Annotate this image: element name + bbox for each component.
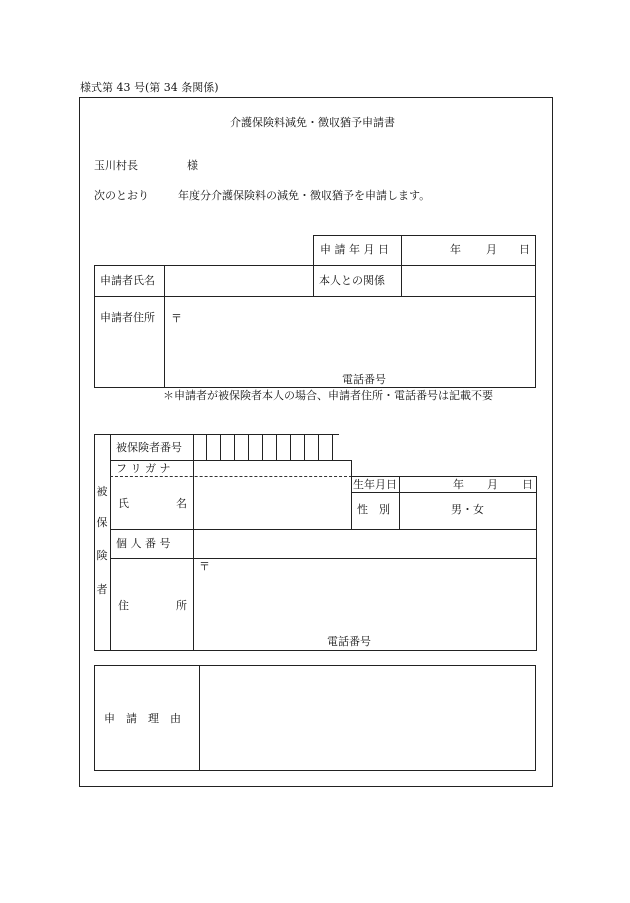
relation-field[interactable] xyxy=(405,269,533,293)
birth-year[interactable]: 年 xyxy=(453,478,464,491)
form-title: 介護保険料減免・徴収猶予申請書 xyxy=(230,116,395,129)
sex-choice[interactable]: 男・女 xyxy=(451,503,484,516)
insured-number-cells[interactable] xyxy=(193,434,333,460)
addressee-name: 玉川村長 xyxy=(94,159,138,172)
insured-side-label-3: 険 xyxy=(96,549,108,562)
birth-label: 生年月日 xyxy=(353,478,397,491)
insured-name-label-1: 氏 xyxy=(118,497,129,510)
statement-prefix: 次のとおり xyxy=(94,189,149,202)
insured-address-label-1: 住 xyxy=(118,599,129,612)
insured-side-label-2: 保 xyxy=(96,516,108,529)
insured-side-label-1: 被 xyxy=(96,485,108,498)
application-date-label: 申 請 年 月 日 xyxy=(320,243,389,256)
form-number: 様式第 43 号(第 34 条関係) xyxy=(80,81,219,94)
personal-number-field[interactable] xyxy=(197,532,532,555)
insured-phone-label: 電話番号 xyxy=(327,635,371,648)
addressee-honorific: 様 xyxy=(187,159,198,172)
sex-label: 性 別 xyxy=(357,503,390,516)
reason-field[interactable] xyxy=(205,670,531,766)
birth-day[interactable]: 日 xyxy=(522,478,533,491)
insured-name-label-2: 名 xyxy=(176,497,187,510)
applicant-name-label: 申請者氏名 xyxy=(100,274,155,287)
insured-address-label-2: 所 xyxy=(176,599,187,612)
applicant-name-field[interactable] xyxy=(170,269,308,293)
applicant-postal-mark: 〒 xyxy=(171,312,182,325)
insured-address-field[interactable] xyxy=(213,562,531,630)
relation-label: 本人との関係 xyxy=(319,274,385,287)
furigana-label: フ リ ガ ナ xyxy=(116,462,171,475)
insured-postal-mark: 〒 xyxy=(199,560,210,573)
application-date-year[interactable]: 年 xyxy=(450,243,461,256)
applicant-address-label: 申請者住所 xyxy=(100,311,155,324)
reason-label: 申 請 理 由 xyxy=(104,712,181,725)
application-date-day[interactable]: 日 xyxy=(519,243,530,256)
birth-month[interactable]: 月 xyxy=(487,478,498,491)
applicant-address-field[interactable] xyxy=(185,312,530,370)
insured-name-field[interactable] xyxy=(197,480,347,525)
application-date-month[interactable]: 月 xyxy=(486,243,497,256)
furigana-field[interactable] xyxy=(197,462,347,474)
statement-body: 年度分介護保険料の減免・徴収猶予を申請します。 xyxy=(178,189,431,202)
insured-side-label-4: 者 xyxy=(96,583,108,596)
personal-number-label: 個 人 番 号 xyxy=(116,537,171,550)
applicant-note: ＊申請者が被保険者本人の場合、申請者住所・電話番号は記載不要 xyxy=(163,389,493,402)
applicant-phone-label: 電話番号 xyxy=(342,373,386,386)
insured-number-label: 被保険者番号 xyxy=(116,441,182,454)
